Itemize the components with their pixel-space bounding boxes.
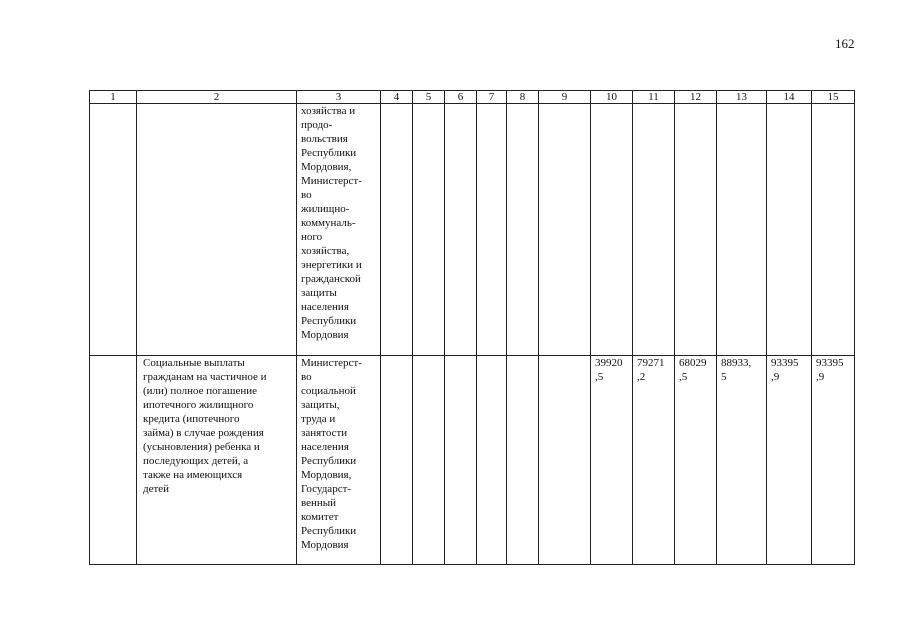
- table-cell: [507, 104, 539, 356]
- column-header: 13: [717, 91, 767, 104]
- table-cell: [381, 104, 413, 356]
- column-header: 9: [539, 91, 591, 104]
- table-cell: [477, 356, 507, 565]
- column-header: 8: [507, 91, 539, 104]
- data-table: [89, 90, 855, 565]
- column-header: 1: [90, 91, 137, 104]
- table-cell: [675, 104, 717, 356]
- column-header: 7: [477, 91, 507, 104]
- column-header: 6: [445, 91, 477, 104]
- table-cell: [591, 104, 633, 356]
- column-header: 5: [413, 91, 445, 104]
- table-cell: [717, 104, 767, 356]
- table-cell: [413, 104, 445, 356]
- column-header: 2: [137, 91, 297, 104]
- table-cell: [477, 104, 507, 356]
- table-cell-value: 88933, 5: [717, 356, 767, 565]
- table-header-row: [90, 91, 855, 104]
- table-cell: [507, 356, 539, 565]
- table-cell-value: 93395 ,9: [767, 356, 812, 565]
- table-cell: [445, 104, 477, 356]
- table-cell: [633, 104, 675, 356]
- column-header: 14: [767, 91, 812, 104]
- table-cell-description: Социальные выплаты гражданам на частичное и (или) полное погашение ипотечного жилищного кредита (ипотечного займа) в случае рождения (усыновления) ребенка и последующих детей, а также на имеющихся детей: [137, 356, 297, 565]
- table-cell: [90, 104, 137, 356]
- table-cell: [812, 104, 855, 356]
- table-cell: [539, 104, 591, 356]
- table-cell: [381, 356, 413, 565]
- column-header: 10: [591, 91, 633, 104]
- table-cell: [539, 356, 591, 565]
- column-header: 15: [812, 91, 855, 104]
- column-header: 11: [633, 91, 675, 104]
- table-cell: [445, 356, 477, 565]
- table-cell-value: 68029 ,5: [675, 356, 717, 565]
- table-cell: [90, 356, 137, 565]
- column-header: 12: [675, 91, 717, 104]
- table-cell: [767, 104, 812, 356]
- table-cell-value: 93395 ,9: [812, 356, 855, 565]
- table-cell-responsible: хозяйства и продо- вольствия Республики Мордовия, Министерст- во жилищно- коммуналь- ного хозяйства, энергетики и гражданской защиты населения Республики Мордовия: [297, 104, 381, 356]
- table-cell-value: 79271 ,2: [633, 356, 675, 565]
- table-cell-value: 39920 ,5: [591, 356, 633, 565]
- table-cell: [137, 104, 297, 356]
- page-number: 162: [835, 36, 855, 51]
- column-header: 3: [297, 91, 381, 104]
- table-cell-responsible: Министерст- во социальной защиты, труда и занятости населения Республики Мордовия, Государст- венный комитет Республики Мордовия: [297, 356, 381, 565]
- table-row: [90, 104, 855, 356]
- column-header: 4: [381, 91, 413, 104]
- table-cell: [413, 356, 445, 565]
- table-row: [90, 356, 855, 565]
